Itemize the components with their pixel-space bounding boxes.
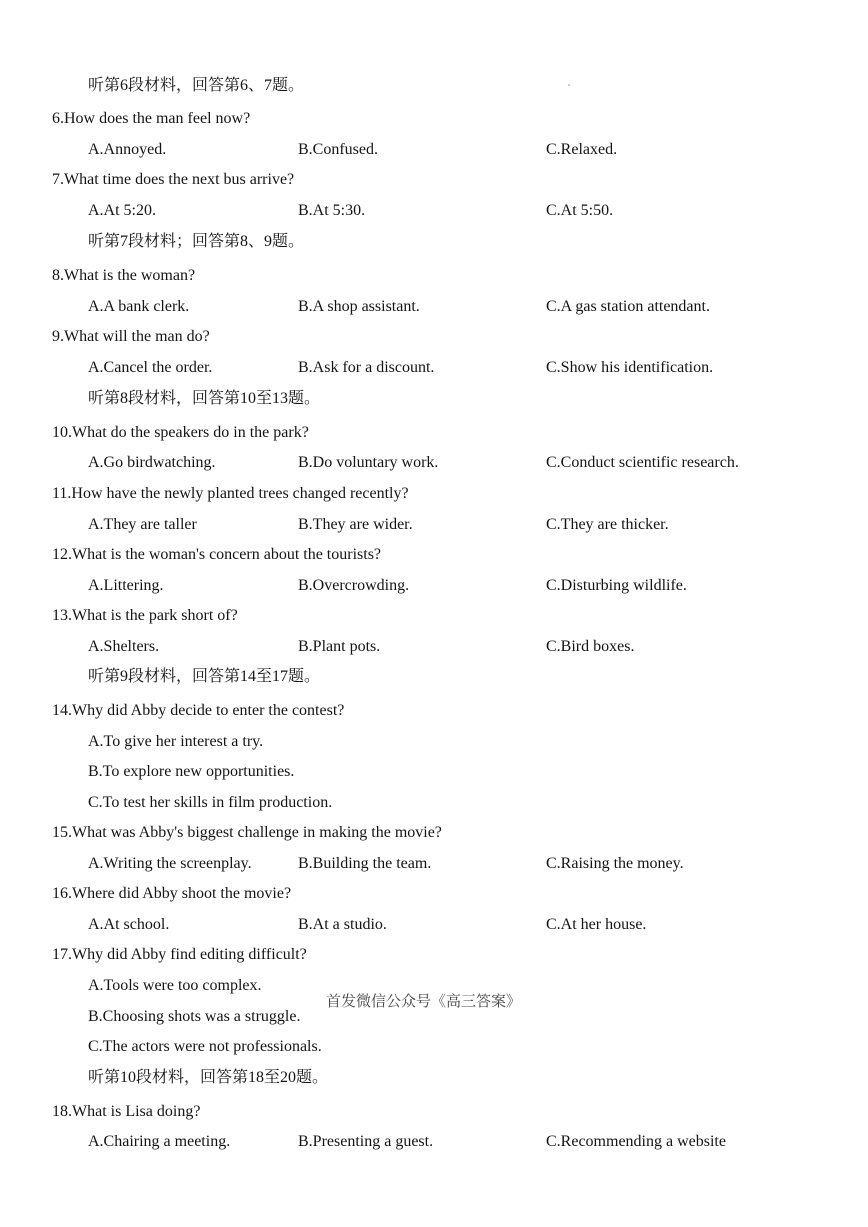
option-16a: A.At school. (88, 916, 170, 933)
option-7a: A.At 5:20. (88, 202, 156, 219)
option-16b: B.At a studio. (298, 916, 387, 933)
option-9b: B.Ask for a discount. (298, 359, 435, 376)
question-9: 9.What will the man do? (52, 328, 210, 345)
scan-speck (568, 84, 570, 86)
question-18: 18.What is Lisa doing? (52, 1103, 201, 1120)
question-11: 11.How have the newly planted trees changed recently? (52, 485, 409, 502)
option-12c: C.Disturbing wildlife. (546, 577, 687, 594)
option-11c: C.They are thicker. (546, 516, 669, 533)
option-10a: A.Go birdwatching. (88, 454, 216, 471)
option-16c: C.At her house. (546, 916, 647, 933)
option-9c: C.Show his identification. (546, 359, 714, 376)
question-14: 14.Why did Abby decide to enter the contest? (52, 702, 345, 719)
option-7b: B.At 5:30. (298, 202, 366, 219)
question-6: 6.How does the man feel now? (52, 110, 251, 127)
question-13: 13.What is the park short of? (52, 607, 238, 624)
option-13b: B.Plant pots. (298, 638, 381, 655)
question-15: 15.What was Abby's biggest challenge in making the movie? (52, 824, 442, 841)
section-header-6: 听第6段材料，回答第6、7题。 (88, 77, 305, 94)
question-7: 7.What time does the next bus arrive? (52, 171, 295, 188)
option-15c: C.Raising the money. (546, 855, 684, 872)
section-header-9: 听第9段材料，回答第14至17题。 (88, 668, 321, 685)
question-8: 8.What is the woman? (52, 267, 196, 284)
option-18b: B.Presenting a guest. (298, 1133, 434, 1150)
option-6c: C.Relaxed. (546, 141, 618, 158)
option-14c: C.To test her skills in film production. (88, 794, 333, 811)
option-14a: A.To give her interest a try. (88, 733, 264, 750)
option-15b: B.Building the team. (298, 855, 432, 872)
section-header-10: 听第10段材料，回答第18至20题。 (88, 1069, 329, 1086)
option-8a: A.A bank clerk. (88, 298, 190, 315)
option-10c: C.Conduct scientific research. (546, 454, 739, 471)
option-17b: B.Choosing shots was a struggle. (88, 1008, 301, 1025)
option-6a: A.Annoyed. (88, 141, 167, 158)
option-17c: C.The actors were not professionals. (88, 1038, 322, 1055)
option-12b: B.Overcrowding. (298, 577, 410, 594)
question-10: 10.What do the speakers do in the park? (52, 424, 309, 441)
question-17: 17.Why did Abby find editing difficult? (52, 946, 307, 963)
question-16: 16.Where did Abby shoot the movie? (52, 885, 292, 902)
option-6b: B.Confused. (298, 141, 378, 158)
option-11b: B.They are wider. (298, 516, 413, 533)
option-10b: B.Do voluntary work. (298, 454, 439, 471)
option-8b: B.A shop assistant. (298, 298, 420, 315)
option-8c: C.A gas station attendant. (546, 298, 710, 315)
option-12a: A.Littering. (88, 577, 164, 594)
watermark-text: 首发微信公众号《高三答案》 (326, 994, 522, 1010)
option-11a: A.They are taller (88, 516, 197, 533)
option-14b: B.To explore new opportunities. (88, 763, 295, 780)
option-7c: C.At 5:50. (546, 202, 614, 219)
option-18a: A.Chairing a meeting. (88, 1133, 231, 1150)
option-9a: A.Cancel the order. (88, 359, 213, 376)
option-13a: A.Shelters. (88, 638, 160, 655)
option-15a: A.Writing the screenplay. (88, 855, 252, 872)
section-header-8: 听第8段材料，回答第10至13题。 (88, 390, 321, 407)
option-17a: A.Tools were too complex. (88, 977, 262, 994)
option-18c: C.Recommending a website (546, 1133, 726, 1150)
option-13c: C.Bird boxes. (546, 638, 635, 655)
question-12: 12.What is the woman's concern about the tourists? (52, 546, 382, 563)
section-header-7: 听第7段材料；回答第8、9题。 (88, 233, 305, 250)
